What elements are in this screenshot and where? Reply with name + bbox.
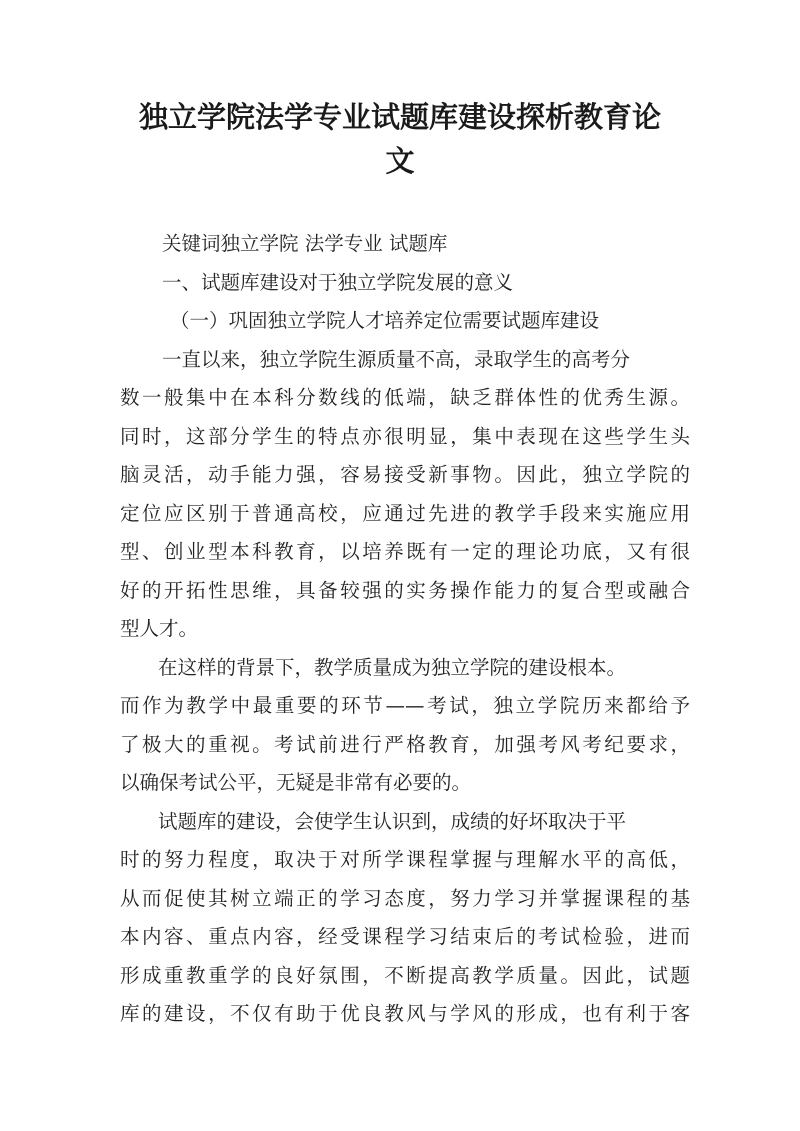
paragraph-line: 型人才。: [120, 617, 199, 640]
paragraph-line: 而作为教学中最重要的环节——考试，独立学院历来都给予: [120, 694, 690, 717]
paragraph-line: 形成重教重学的良好氛围，不断提高教学质量。因此，试题: [120, 963, 690, 987]
paragraph-line: 脑灵活，动手能力强，容易接受新事物。因此，独立学院的: [120, 463, 690, 486]
paragraph-line: 库的建设，不仅有助于优良教风与学风的形成，也有利于客: [120, 1002, 690, 1025]
paragraph-line: 同时，这部分学生的特点亦很明显，集中表现在这些学生头: [120, 424, 690, 448]
paragraph-3: [120, 803, 690, 1034]
paragraph-1: [120, 341, 690, 649]
paragraph-line: 了极大的重视。考试前进行严格教育，加强考风考纪要求，: [120, 732, 690, 756]
document-title: [100, 95, 700, 183]
keywords-line: 关键词独立学院 法学专业 试题库: [162, 232, 448, 255]
paragraph-line: 本内容、重点内容，经受课程学习结束后的考试检验，进而: [120, 925, 690, 948]
title-line-2: 文: [385, 144, 415, 178]
paragraph-line: 型、创业型本科教育，以培养既有一定的理论功底，又有很: [120, 540, 690, 563]
paragraph-line: 试题库的建设，会使学生认识到，成绩的好坏取决于平: [158, 809, 627, 833]
paragraph-line: 一直以来，独立学院生源质量不高，录取学生的高考分: [162, 347, 631, 371]
paragraph-line: 定位应区别于普通高校，应通过先进的教学手段来实施应用: [120, 501, 690, 525]
title-line-1: 独立学院法学专业试题库建设探析教育论: [138, 100, 661, 134]
paragraph-line: 好的开拓性思维，具备较强的实务操作能力的复合型或融合: [120, 578, 690, 602]
subsection-heading: （一）巩固独立学院人才培养定位需要试题库建设: [170, 309, 600, 332]
document-body: [120, 225, 690, 1034]
section-heading: 一、试题库建设对于独立学院发展的意义: [162, 270, 514, 294]
paragraph-2: [120, 649, 690, 803]
paragraph-line: 时的努力程度，取决于对所学课程掌握与理解水平的高低，: [120, 848, 690, 871]
paragraph-line: 以确保考试公平，无疑是非常有必要的。: [120, 771, 472, 794]
paragraph-line: 在这样的背景下，教学质量成为独立学院的建设根本。: [158, 655, 627, 679]
paragraph-line: 从而促使其树立端正的学习态度，努力学习并掌握课程的基: [120, 886, 690, 910]
paragraph-line: 数一般集中在本科分数线的低端，缺乏群体性的优秀生源。: [120, 386, 690, 409]
